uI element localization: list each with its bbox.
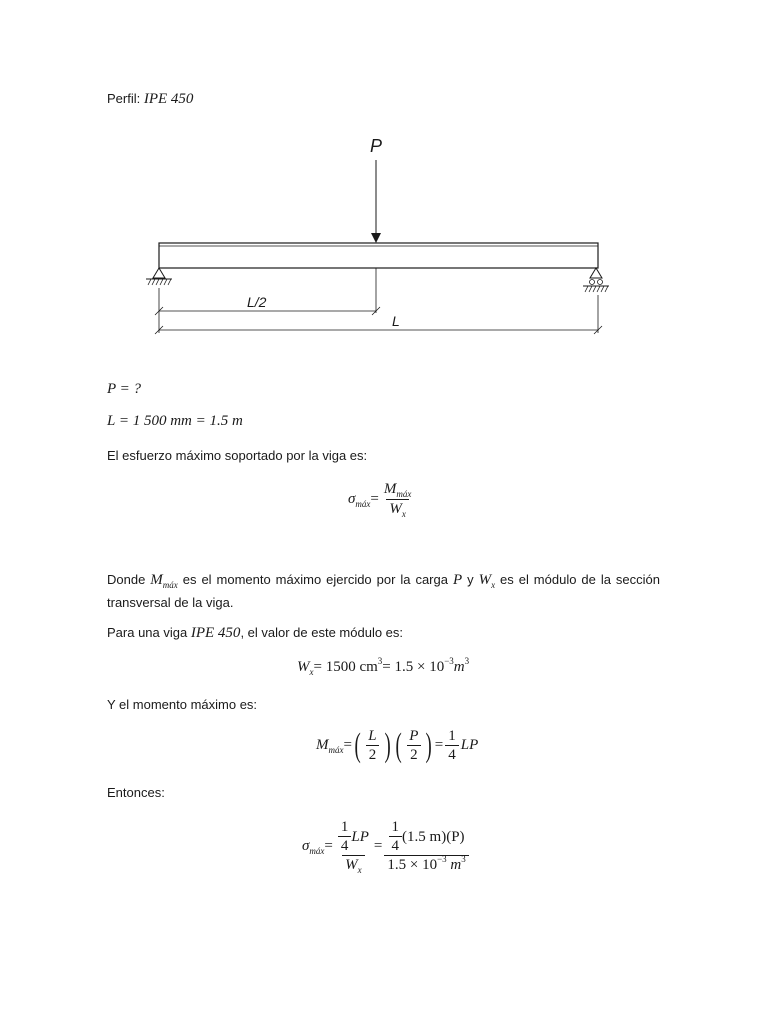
equation-final-stress: σ máx = $\frac{1}{4}$ LP $W_x$ = $\frac{1}{4}$ (1.5 m)(P) $1.5 \times 10^{-3}$ $m^3$ xyxy=(302,818,471,875)
load-arrow-head xyxy=(371,233,381,243)
sigma-symbol: σ xyxy=(348,491,356,507)
equation-max-stress: σ máx = $\frac{M_{máx}}{W_x}$ xyxy=(348,480,416,519)
l-half-fraction: $\frac{L}{2}$ xyxy=(365,727,379,764)
equation-max-moment: M máx = ( $\frac{L}{2}$ ) ( $\frac{P}{2}$ ) = $\frac{1}{4}$ LP xyxy=(316,726,479,764)
sigma-subscript: máx xyxy=(355,498,371,509)
given-l: L = 1 500 mm = 1.5 m xyxy=(107,413,243,429)
profile-line xyxy=(107,91,193,108)
numerator-subscript: máx xyxy=(396,489,412,499)
intro-text: El esfuerzo máximo soportado por la viga es: xyxy=(107,448,368,463)
half-span-label: L/2 xyxy=(247,294,267,310)
beam-diagram xyxy=(140,130,620,340)
moment-intro: Y el momento máximo es: xyxy=(107,697,258,712)
stress-fraction-a: $\frac{1}{4}$ LP $W_x$ xyxy=(335,818,372,875)
profile-label: Perfil: xyxy=(107,91,141,106)
right-roller-support xyxy=(583,268,609,292)
left-pin-support xyxy=(146,268,172,285)
quarter-fraction: $\frac{1}{4}$ xyxy=(445,727,459,764)
full-span-label: L xyxy=(392,313,400,329)
p-half-fraction: $\frac{P}{2}$ xyxy=(406,727,421,764)
then-label: Entonces: xyxy=(107,785,165,800)
given-p: P = ? xyxy=(107,381,142,397)
denominator-subscript: x xyxy=(401,509,406,519)
load-label: P xyxy=(370,136,383,156)
stress-fraction xyxy=(381,480,415,519)
beam xyxy=(159,243,598,268)
explanation-paragraph: Donde $M_{máx}$ es el momento máximo ejercido por la carga P y $W_x$ es el módulo de la sección transversal de la viga. xyxy=(107,572,660,610)
denominator-w: W xyxy=(389,501,402,517)
module-intro: Para una viga IPE 450, el valor de este módulo es: xyxy=(107,625,404,641)
stress-fraction-b: $\frac{1}{4}$ (1.5 m)(P) $1.5 \times 10^{-3}$ $m^3$ xyxy=(384,818,468,875)
equation-section-modulus: W x = 1500 cm 3 = 1.5 × 10 −3 m 3 xyxy=(297,655,470,677)
numerator-m: M xyxy=(383,481,397,497)
profile-value: IPE 450 xyxy=(143,91,194,107)
